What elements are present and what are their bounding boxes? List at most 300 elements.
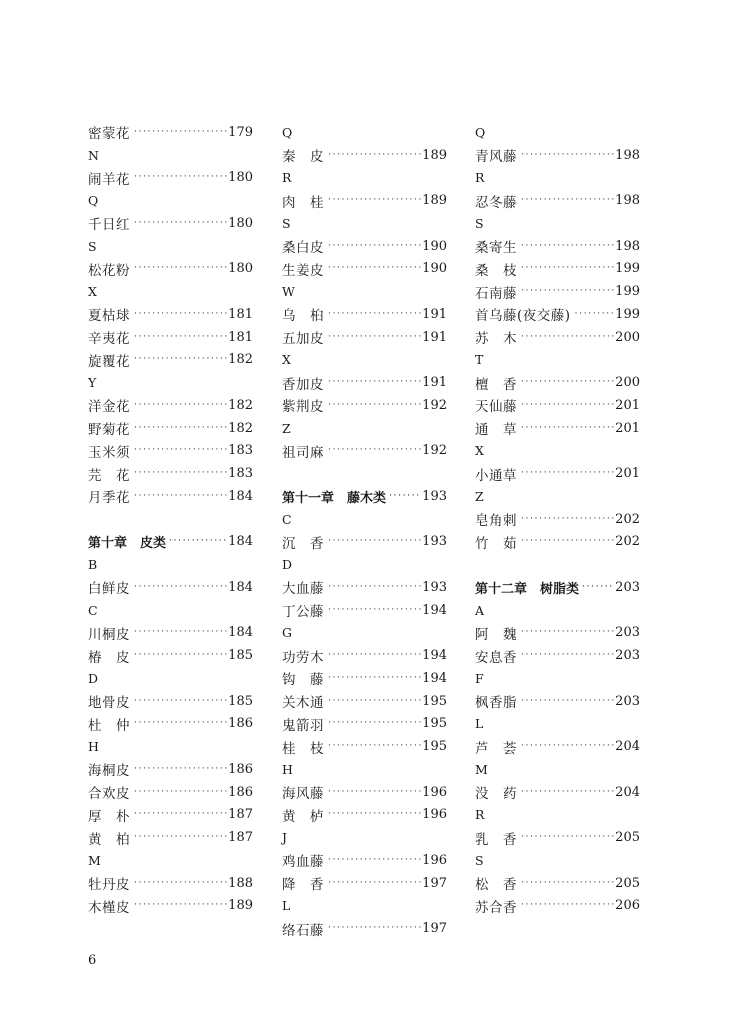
entry-name: 络石藤 [282,922,324,939]
dot-leader [134,353,227,364]
entry-page: 195 [422,716,447,732]
dot-leader [521,740,614,751]
entry-name: 桑 枝 [475,262,517,279]
letter-heading: D [282,557,293,573]
index-entry [88,258,253,281]
entry-page: 198 [615,193,640,209]
dot-leader [134,786,227,797]
entry-name: 沉 香 [282,535,324,552]
dot-leader [521,331,614,342]
section-spacer [88,508,253,531]
letter-heading: Z [282,420,291,436]
letter-heading: G [282,625,292,641]
index-entry [88,644,253,667]
index-entry [282,440,447,463]
index-entry [475,826,640,849]
entry-page: 195 [422,693,447,709]
entry-page: 183 [228,443,253,459]
entry-page: 182 [228,420,253,436]
index-entry [88,826,253,849]
page-number: 6 [88,953,97,968]
entry-page: 204 [615,784,640,800]
dot-leader [521,649,614,660]
entry-name: 芫 花 [88,467,130,484]
entry-name: 松 香 [475,877,517,894]
index-entry [88,417,253,440]
index-entry [282,713,447,736]
letter-heading: R [282,170,292,186]
letter-heading: Q [475,124,486,140]
dot-leader [521,285,614,296]
index-entry [88,326,253,349]
entry-page: 200 [615,375,640,391]
entry-page: 187 [228,830,253,846]
index-column-3 [475,121,640,917]
letter-heading: Y [88,375,97,391]
letter-heading: X [88,284,97,300]
dot-leader [328,581,421,592]
entry-page: 189 [422,147,447,163]
entry-page: 204 [615,739,640,755]
dot-leader [328,672,421,683]
entry-page: 194 [422,648,447,664]
entry-name: 五加皮 [282,331,324,348]
index-entry [282,189,447,212]
entry-page: 188 [228,875,253,891]
letter-heading: F [475,670,484,686]
index-entry [475,872,640,895]
entry-name: 洋金花 [88,399,130,416]
index-entry [475,622,640,645]
entry-name: 旋覆花 [88,353,130,370]
entry-page: 190 [422,238,447,254]
index-entry [88,622,253,645]
entry-page: 201 [615,420,640,436]
letter-heading: M [88,852,101,868]
index-entry [475,895,640,918]
index-entry [88,212,253,235]
entry-name: 芦 荟 [475,740,517,757]
entry-name: 乳 香 [475,831,517,848]
index-entry [88,804,253,827]
entry-name: 桑寄生 [475,240,517,257]
index-entry [88,781,253,804]
dot-leader [328,240,421,251]
dot-leader [169,535,227,546]
entry-page: 183 [228,466,253,482]
entry-name: 白鲜皮 [88,581,130,598]
entry-name: 桑白皮 [282,240,324,257]
index-entry [88,690,253,713]
dot-leader [134,831,227,842]
index-column-1 [88,121,253,917]
entry-page: 180 [228,170,253,186]
entry-page: 199 [615,284,640,300]
letter-heading: Z [475,488,484,504]
dot-leader [134,877,227,888]
entry-page: 182 [228,397,253,413]
index-entry [475,189,640,212]
index-entry [282,371,447,394]
dot-leader [328,808,421,819]
index-entry [475,303,640,326]
index-entry [88,713,253,736]
letter-heading: S [282,215,291,231]
dot-leader [328,604,421,615]
letter-heading: L [475,716,484,732]
entry-name: 厚 朴 [88,808,130,825]
entry-page: 196 [422,852,447,868]
entry-name: 辛夷花 [88,331,130,348]
dot-leader [134,808,227,819]
dot-leader [328,194,421,205]
dot-leader [521,831,614,842]
entry-page: 191 [422,306,447,322]
index-entry [282,576,447,599]
entry-page: 197 [422,921,447,937]
letter-heading: X [282,352,291,368]
letter-heading: H [88,739,99,755]
entry-name: 秦 皮 [282,149,324,166]
entry-name: 地骨皮 [88,695,130,712]
entry-page: 185 [228,693,253,709]
entry-name: 黄 柏 [88,831,130,848]
dot-leader [521,376,614,387]
entry-name: 松花粉 [88,262,130,279]
dot-leader [134,490,227,501]
index-entry [282,644,447,667]
letter-heading: X [475,443,484,459]
entry-name: 川桐皮 [88,626,130,643]
entry-page: 194 [422,602,447,618]
entry-name: 乌 桕 [282,308,324,325]
dot-leader [328,922,421,933]
entry-name: 杜 仲 [88,717,130,734]
entry-page: 199 [615,306,640,322]
dot-leader [328,308,421,319]
entry-page: 181 [228,329,253,345]
dot-leader [134,763,227,774]
dot-leader [328,877,421,888]
letter-heading: S [475,852,484,868]
index-entry [282,735,447,758]
letter-heading: L [282,898,291,914]
entry-page: 180 [228,215,253,231]
dot-leader [134,126,227,137]
letter-heading: S [475,215,484,231]
entry-page: 201 [615,466,640,482]
index-entry [282,917,447,940]
entry-page: 199 [615,261,640,277]
dot-leader [328,399,421,410]
dot-leader [389,490,421,501]
chapter-heading [88,531,253,554]
entry-name: 天仙藤 [475,399,517,416]
index-column-2 [282,121,447,940]
dot-leader [134,331,227,342]
index-entry [475,417,640,440]
letter-heading: A [475,602,485,618]
index-entry [88,576,253,599]
dot-leader [328,695,421,706]
entry-page: 186 [228,761,253,777]
index-entry [88,462,253,485]
entry-page: 184 [228,534,253,550]
entry-name: 海风藤 [282,786,324,803]
entry-page: 184 [228,488,253,504]
dot-leader [521,422,614,433]
dot-leader [134,171,227,182]
entry-page: 196 [422,784,447,800]
entry-page: 203 [615,579,640,595]
entry-name: 月季花 [88,490,130,507]
dot-leader [328,262,421,273]
entry-name: 檀 香 [475,376,517,393]
entry-name: 忍冬藤 [475,194,517,211]
index-entry [475,144,640,167]
dot-leader [328,331,421,342]
entry-name: 合欢皮 [88,786,130,803]
entry-page: 181 [228,306,253,322]
entry-name: 关木通 [282,695,324,712]
index-entry [282,872,447,895]
letter-heading: D [88,670,99,686]
chapter-heading [475,576,640,599]
entry-page: 185 [228,648,253,664]
entry-name: 苏 木 [475,331,517,348]
entry-name: 玉米须 [88,444,130,461]
dot-leader [134,399,227,410]
dot-leader [134,649,227,660]
index-entry [475,280,640,303]
letter-heading: C [88,602,98,618]
entry-page: 192 [422,443,447,459]
entry-page: 179 [228,124,253,140]
dot-leader [328,535,421,546]
dot-leader [521,194,614,205]
letter-heading: R [475,170,485,186]
letter-heading: T [475,352,484,368]
entry-page: 203 [615,648,640,664]
index-entry [282,531,447,554]
index-entry [282,235,447,258]
entry-page: 198 [615,147,640,163]
index-entry [88,167,253,190]
entry-page: 182 [228,352,253,368]
index-entry [475,508,640,531]
entry-page: 184 [228,579,253,595]
entry-page: 194 [422,670,447,686]
entry-name: 首乌藤(夜交藤) [475,308,571,325]
letter-heading: M [475,761,488,777]
entry-page: 193 [422,488,447,504]
entry-page: 187 [228,807,253,823]
entry-name: 闹羊花 [88,171,130,188]
index-entry [282,326,447,349]
dot-leader [521,626,614,637]
entry-name: 石南藤 [475,285,517,302]
entry-name: 密蒙花 [88,126,130,143]
index-entry [282,667,447,690]
entry-page: 203 [615,625,640,641]
entry-name: 千日红 [88,217,130,234]
index-entry [88,440,253,463]
entry-page: 201 [615,397,640,413]
entry-page: 191 [422,375,447,391]
section-spacer [282,462,447,485]
entry-name: 夏枯球 [88,308,130,325]
index-entry [282,804,447,827]
index-entry [475,371,640,394]
entry-page: 191 [422,329,447,345]
index-entry [282,690,447,713]
dot-leader [328,786,421,797]
dot-leader [521,899,614,910]
dot-leader [328,376,421,387]
section-spacer [475,553,640,576]
entry-name: 丁公藤 [282,604,324,621]
dot-leader [521,467,614,478]
entry-page: 203 [615,693,640,709]
entry-page: 200 [615,329,640,345]
index-entry [475,735,640,758]
letter-heading: Q [282,124,293,140]
letter-heading: C [282,511,292,527]
entry-name: 鸡血藤 [282,854,324,871]
entry-name: 木槿皮 [88,899,130,916]
entry-page: 193 [422,534,447,550]
index-entry [282,258,447,281]
index-entry [88,758,253,781]
entry-name: 鬼箭羽 [282,717,324,734]
dot-leader [134,422,227,433]
entry-name: 青风藤 [475,149,517,166]
index-entry [282,781,447,804]
dot-leader [521,240,614,251]
chapter-title: 第十二章 树脂类 [475,581,580,597]
dot-leader [134,695,227,706]
entry-name: 野菊花 [88,422,130,439]
letter-heading: R [475,807,485,823]
index-entry [88,485,253,508]
letter-heading: J [282,830,288,846]
entry-name: 安息香 [475,649,517,666]
dot-leader [521,149,614,160]
index-entry [475,235,640,258]
entry-name: 没 药 [475,786,517,803]
entry-name: 小通草 [475,467,517,484]
entry-page: 186 [228,716,253,732]
entry-name: 紫荆皮 [282,399,324,416]
letter-heading: W [282,284,295,300]
index-entry [282,303,447,326]
dot-leader [134,899,227,910]
index-entry [282,849,447,872]
entry-page: 197 [422,875,447,891]
letter-heading: B [88,557,98,573]
dot-leader [134,581,227,592]
entry-name: 钩 藤 [282,672,324,689]
entry-page: 198 [615,238,640,254]
dot-leader [328,149,421,160]
entry-name: 苏合香 [475,899,517,916]
entry-name: 黄 栌 [282,808,324,825]
entry-page: 202 [615,534,640,550]
dot-leader [134,717,227,728]
chapter-title: 第十一章 藤木类 [282,490,387,506]
index-entry [88,394,253,417]
entry-page: 205 [615,830,640,846]
entry-page: 206 [615,898,640,914]
index-entry [88,895,253,918]
entry-page: 180 [228,261,253,277]
entry-page: 184 [228,625,253,641]
dot-leader [134,217,227,228]
index-entry [475,781,640,804]
entry-page: 189 [422,193,447,209]
letter-heading: H [282,761,293,777]
dot-leader [575,308,615,319]
entry-page: 186 [228,784,253,800]
entry-name: 肉 桂 [282,194,324,211]
dot-leader [328,740,421,751]
dot-leader [328,854,421,865]
entry-name: 大血藤 [282,581,324,598]
index-entry [475,690,640,713]
entry-page: 195 [422,739,447,755]
dot-leader [521,399,614,410]
index-entry [282,394,447,417]
dot-leader [134,467,227,478]
dot-leader [582,581,614,592]
entry-name: 香加皮 [282,376,324,393]
entry-page: 189 [228,898,253,914]
index-entry [282,599,447,622]
dot-leader [134,444,227,455]
index-entry [475,644,640,667]
index-entry [282,144,447,167]
index-entry [475,394,640,417]
entry-page: 196 [422,807,447,823]
index-entry [88,349,253,372]
dot-leader [328,649,421,660]
entry-name: 椿 皮 [88,649,130,666]
dot-leader [521,877,614,888]
dot-leader [521,513,614,524]
dot-leader [134,626,227,637]
letter-heading: Q [88,193,99,209]
index-entry [475,326,640,349]
dot-leader [521,695,614,706]
entry-page: 205 [615,875,640,891]
entry-name: 通 草 [475,422,517,439]
dot-leader [328,444,421,455]
letter-heading: S [88,238,97,254]
dot-leader [134,308,227,319]
chapter-title: 第十章 皮类 [88,536,167,552]
entry-name: 阿 魏 [475,626,517,643]
entry-name: 降 香 [282,877,324,894]
entry-page: 190 [422,261,447,277]
entry-name: 功劳木 [282,649,324,666]
entry-page: 192 [422,397,447,413]
index-entry [475,462,640,485]
dot-leader [521,786,614,797]
index-entry [475,531,640,554]
entry-name: 牡丹皮 [88,877,130,894]
entry-page: 202 [615,511,640,527]
dot-leader [521,262,614,273]
